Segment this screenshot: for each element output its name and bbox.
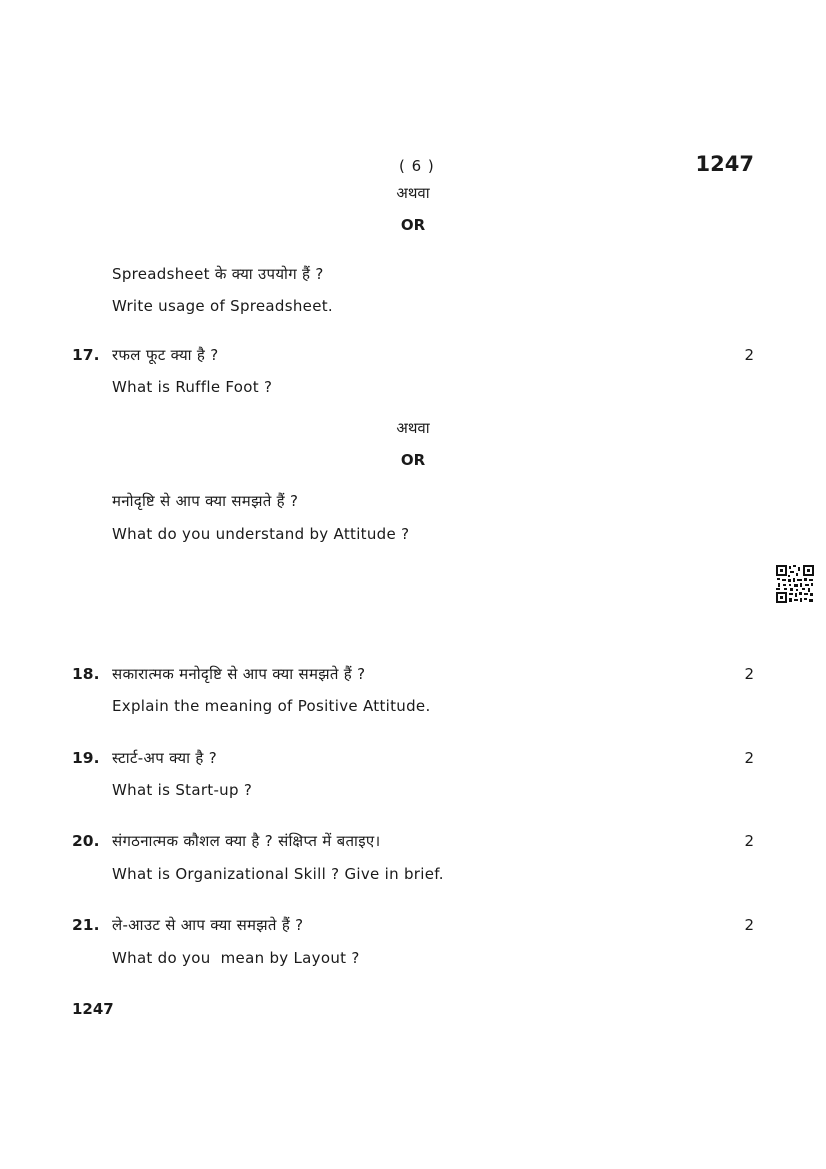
q16-alt-hindi: Spreadsheet के क्या उपयोग हैं ? (112, 265, 324, 283)
qr-code (776, 565, 814, 603)
q16-alt-english: Write usage of Spreadsheet. (112, 297, 333, 315)
page-number: ( 6 ) (399, 157, 435, 175)
question-alt-english: What do you understand by Attitude ? (112, 525, 410, 543)
question-english: What is Ruffle Foot ? (112, 378, 273, 396)
question-hindi: संगठनात्मक कौशल क्या है ? संक्षिप्त में बताइए। (112, 832, 381, 850)
question-english: Explain the meaning of Positive Attitude. (112, 697, 431, 715)
paper-code-footer: 1247 (72, 1000, 114, 1018)
or-hindi-label: अथवा (396, 184, 430, 202)
question-number: 19. (72, 749, 100, 767)
question-english: What do you mean by Layout ? (112, 949, 360, 967)
question-hindi: स्टार्ट-अप क्या है ? (112, 749, 217, 767)
or-english-label: OR (400, 216, 426, 234)
question-marks: 2 (744, 665, 754, 683)
question-hindi: रफल फूट क्या है ? (112, 346, 219, 364)
paper-code-header: 1247 (695, 152, 754, 176)
question-english: What is Start-up ? (112, 781, 253, 799)
question-english: What is Organizational Skill ? Give in brief. (112, 865, 444, 883)
or-hindi-label: अथवा (396, 419, 430, 437)
question-hindi: ले-आउट से आप क्या समझते हैं ? (112, 916, 304, 934)
question-marks: 2 (744, 916, 754, 934)
question-alt-hindi: मनोदृष्टि से आप क्या समझते हैं ? (112, 492, 299, 510)
or-english-label: OR (400, 451, 426, 469)
question-number: 21. (72, 916, 100, 934)
question-number: 17. (72, 346, 100, 364)
question-number: 18. (72, 665, 100, 683)
question-marks: 2 (744, 832, 754, 850)
question-marks: 2 (744, 749, 754, 767)
question-hindi: सकारात्मक मनोदृष्टि से आप क्या समझते हैं ? (112, 665, 366, 683)
question-number: 20. (72, 832, 100, 850)
question-marks: 2 (744, 346, 754, 364)
